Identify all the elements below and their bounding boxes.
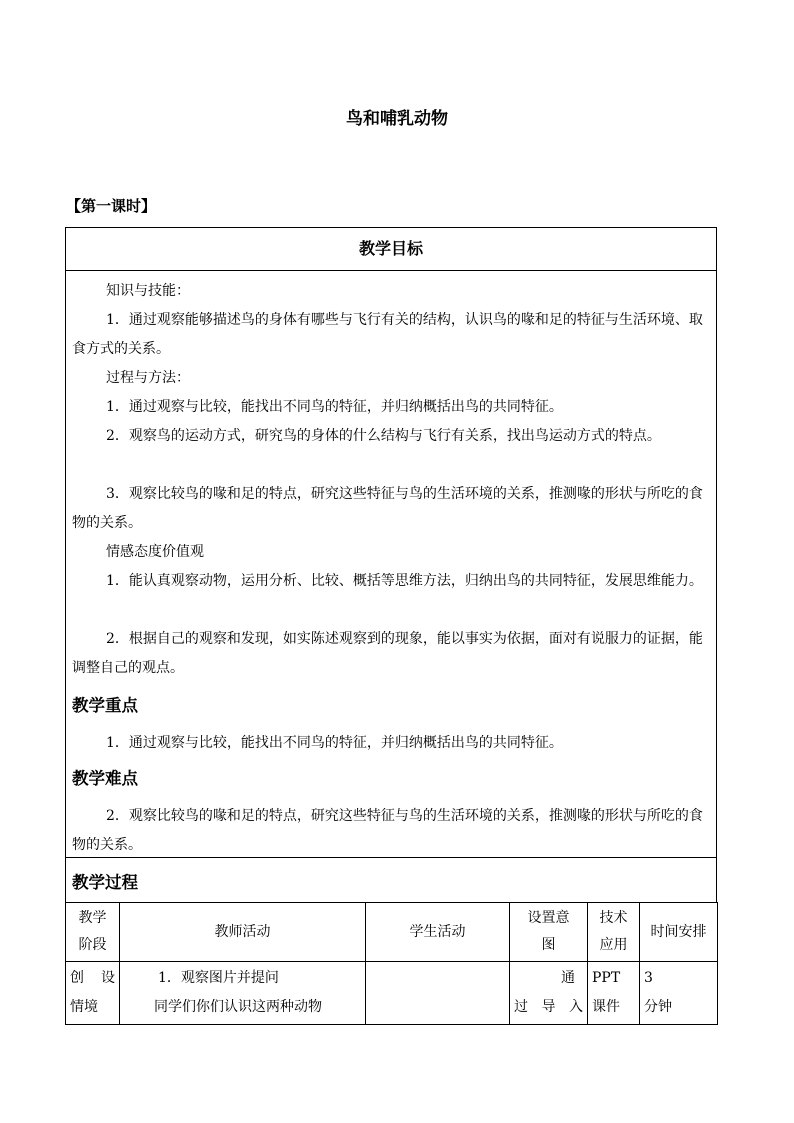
difficulties-heading: 教学难点 <box>72 769 138 788</box>
col-stage <box>66 903 120 962</box>
time-line2: 分钟 <box>644 999 672 1015</box>
tech-cell <box>588 962 640 1025</box>
student-activity-cell <box>366 962 510 1025</box>
intent-line1: 通 <box>561 970 575 986</box>
process-item-1: 1．通过观察与比较，能找出不同鸟的特征，并归纳概括出鸟的共同特征。 <box>106 399 563 415</box>
teacher-activity-line1: 1．观察图片并提问 <box>158 970 279 986</box>
knowledge-heading: 知识与技能： <box>106 283 190 299</box>
objectives-heading: 教学目标 <box>358 239 423 258</box>
key-point-item-1: 1．通过观察与比较，能找出不同鸟的特征，并归纳概括出鸟的共同特征。 <box>106 735 563 751</box>
teacher-activity-cell <box>120 962 366 1025</box>
col-student: 学生活动 <box>366 903 510 962</box>
col-time: 时间安排 <box>640 903 718 962</box>
col-teacher: 教师活动 <box>120 903 366 962</box>
col-stage-line2: 阶段 <box>78 937 107 953</box>
knowledge-item-1: 1．通过观察能够描述鸟的身体有哪些与飞行有关的结构，认识鸟的喙和足的特征与生活环境、取食方式的关系。 <box>72 312 703 357</box>
teacher-activity-line2: 同学们你们认识这两种动物 <box>154 999 322 1015</box>
time-cell <box>640 962 718 1025</box>
tech-line1: PPT <box>592 970 621 986</box>
stage-line1: 创 设 <box>70 970 115 986</box>
col-intent-line2: 图 <box>541 937 556 953</box>
process-heading: 教学过程 <box>72 873 138 892</box>
col-intent-line1: 设置意 <box>527 910 570 926</box>
process-item-2: 2．观察鸟的运动方式，研究鸟的身体的什么结构与飞行有关系，找出鸟运动方式的特点。 <box>106 428 661 444</box>
col-stage-line1: 教学 <box>78 910 107 926</box>
difficulty-item-1: 2．观察比较鸟的喙和足的特点，研究这些特征与鸟的生活环境的关系，推测喙的形状与所吃的食物的关系。 <box>72 808 703 853</box>
process-table <box>65 902 718 1025</box>
process-table-header-row <box>66 903 718 962</box>
emotion-item-2: 2．根据自己的观察和发现，如实陈述观察到的现象，能以事实为依据，面对有说服力的证据，能调整自己的观点。 <box>72 631 703 676</box>
time-line1: 3 <box>644 970 653 986</box>
col-tech-line2: 应用 <box>599 937 628 953</box>
table-row <box>66 962 718 1025</box>
intent-cell <box>510 962 588 1025</box>
col-tech-line1: 技术 <box>599 910 628 926</box>
tech-line2: 课件 <box>592 999 620 1015</box>
emotion-heading: 情感态度价值观 <box>106 544 204 560</box>
key-points-heading: 教学重点 <box>72 696 138 715</box>
process-item-3: 3．观察比较鸟的喙和足的特点，研究这些特征与鸟的生活环境的关系，推测喙的形状与所吃的食物的关系。 <box>72 486 703 531</box>
objectives-header-divider <box>65 270 717 271</box>
process-heading-frame <box>65 857 717 903</box>
stage-cell <box>66 962 120 1025</box>
lesson-label: 【第一课时】 <box>66 197 157 215</box>
col-tech <box>588 903 640 962</box>
process-heading: 过程与方法： <box>106 370 190 386</box>
intent-line2: 过 导 入 <box>514 999 583 1015</box>
document-title: 鸟和哺乳动物 <box>346 109 448 129</box>
stage-line2: 情境 <box>70 999 98 1015</box>
col-intent <box>510 903 588 962</box>
emotion-item-1: 1．能认真观察动物，运用分析、比较、概括等思维方法，归纳出鸟的共同特征，发展思维能力。 <box>106 573 703 589</box>
